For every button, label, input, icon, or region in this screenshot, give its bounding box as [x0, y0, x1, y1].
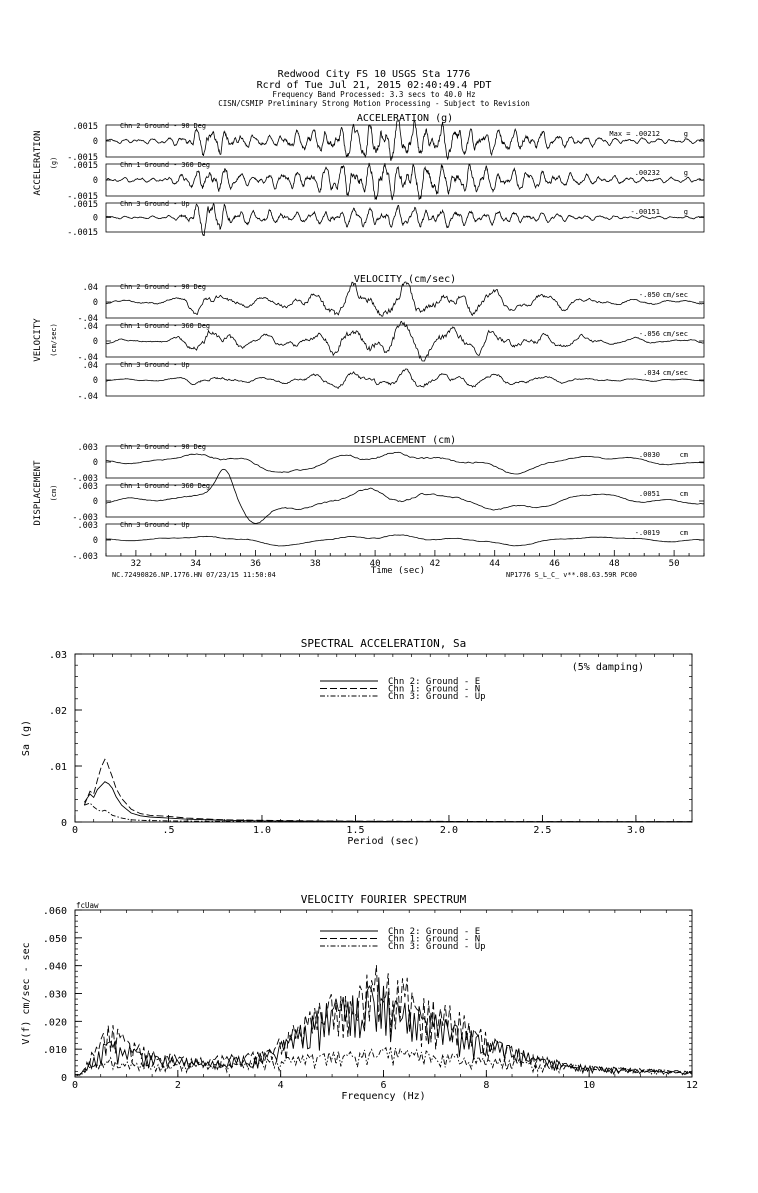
channel-label: Chn 1 Ground - 360 Deg [120, 161, 211, 169]
legend-entry: Chn 3: Ground - Up [388, 692, 486, 702]
station-title: Redwood City FS 10 USGS Sta 1776 [277, 69, 471, 80]
x-tick-label: 2 [174, 1080, 181, 1091]
channel-row-vel-3 [78, 361, 704, 402]
channel-label: Chn 3 Ground - Up [120, 361, 190, 369]
peak-value: .034 [643, 369, 660, 377]
time-axis-label: Time (sec) [370, 566, 426, 576]
x-tick-label: 2.0 [439, 825, 458, 836]
channel-label: Chn 1 Ground - 360 Deg [120, 482, 211, 490]
peak-unit: cm/sec [662, 369, 688, 377]
y-tick-label: .03 [48, 650, 67, 661]
peak-value: .0051 [638, 490, 660, 498]
peak-value: -.0019 [634, 529, 660, 537]
series-line-2 [84, 759, 692, 821]
time-tick-label: 50 [668, 559, 680, 569]
time-tick-label: 32 [130, 559, 142, 569]
spectral-acceleration-chart [21, 637, 692, 847]
channel-label: Chn 3 Ground - Up [120, 200, 190, 208]
y-tick-label: .01 [48, 762, 67, 773]
x-tick-label: .5 [162, 825, 175, 836]
y-tick-label: .02 [48, 706, 67, 717]
peak-value: -.056 [638, 330, 660, 338]
tick-label-top: .0015 [72, 122, 98, 132]
trace-line [106, 204, 704, 236]
tick-label-zero: 0 [92, 376, 98, 386]
tick-label-top: .0015 [72, 161, 98, 171]
panel-vel [33, 274, 704, 402]
channel-row-vel-1 [78, 282, 704, 324]
channel-row-dis-3 [72, 521, 704, 562]
chart-title: SPECTRAL ACCELERATION, Sa [300, 637, 467, 650]
x-tick-label: 12 [685, 1080, 699, 1091]
time-tick-label: 40 [369, 559, 381, 569]
x-tick-label: 2.5 [533, 825, 552, 836]
side-label-vel: VELOCITY [33, 318, 43, 362]
report-header [218, 69, 530, 108]
legend-entry: Chn 1: Ground - N [388, 934, 481, 945]
tick-label-top: .04 [82, 361, 98, 371]
panel-title-dis: DISPLACEMENT (cm) [353, 435, 457, 446]
tick-label-top: .003 [77, 521, 98, 531]
channel-label: Chn 2 Ground - 90 Deg [120, 122, 206, 130]
y-tick-label: 0 [60, 1073, 67, 1084]
channel-row-acc-3 [67, 200, 704, 238]
panel-dis [33, 435, 704, 562]
tick-label-top: .04 [82, 283, 98, 293]
y-axis-label: Sa (g) [21, 719, 32, 757]
time-tick-label: 44 [489, 559, 501, 569]
tick-label-zero: 0 [92, 497, 98, 507]
tick-label-bottom: -.0015 [67, 192, 98, 202]
velocity-fourier-spectrum-chart [21, 893, 698, 1102]
y-tick-label: .010 [42, 1045, 67, 1057]
tick-label-bottom: -.003 [72, 552, 98, 562]
panel-acc [33, 113, 704, 238]
side-label-dis: DISPLACEMENT [33, 460, 43, 526]
processing-id: NP1776 S_L_C_ v**.08.63.59R PC00 [506, 571, 637, 579]
tick-label-bottom: -.04 [77, 392, 98, 402]
time-tick-label: 36 [250, 559, 261, 569]
peak-unit: cm [679, 529, 688, 537]
channel-row-vel-2 [78, 321, 704, 363]
x-tick-label: 10 [583, 1080, 596, 1091]
x-axis-label: Period (sec) [347, 836, 420, 847]
panel-title-acc: ACCELERATION (g) [356, 113, 454, 124]
time-series-section [33, 113, 704, 576]
legend-entry: Chn 2: Ground - E [388, 677, 481, 687]
peak-value: Max = .00212 [609, 130, 660, 138]
peak-unit: cm [679, 490, 688, 498]
peak-unit: g [683, 169, 688, 177]
y-tick-label: 0 [60, 818, 67, 829]
channel-row-acc-2 [67, 161, 704, 202]
channel-row-acc-1 [67, 121, 704, 163]
channel-label: Chn 2 Ground - 90 Deg [120, 443, 206, 451]
peak-value: .00232 [634, 169, 660, 177]
plot-frame [75, 654, 692, 822]
time-tick-label: 48 [608, 559, 620, 569]
series-line-3 [84, 803, 692, 822]
x-tick-label: 4 [277, 1080, 284, 1091]
tick-label-top: .003 [77, 482, 98, 492]
tick-label-top: .0015 [72, 200, 98, 210]
channel-row-dis-1 [72, 443, 704, 484]
peak-unit: g [683, 130, 688, 138]
tick-label-bottom: -.04 [77, 353, 98, 363]
channel-frame [106, 364, 704, 396]
channel-label: Chn 1 Ground - 360 Deg [120, 322, 211, 330]
time-tick-label: 46 [549, 559, 560, 569]
peak-unit: g [683, 208, 688, 216]
y-tick-label: .040 [42, 961, 67, 973]
record-time: Rcrd of Tue Jul 21, 2015 02:40:49.4 PDT [256, 80, 492, 91]
x-tick-label: 1.5 [346, 825, 365, 836]
processing-note: CISN/CSMIP Preliminary Strong Motion Processing - Subject to Revision [218, 99, 530, 108]
side-label-acc: ACCELERATION [33, 130, 43, 196]
y-tick-label: .030 [42, 989, 67, 1001]
x-axis-label: Frequency (Hz) [341, 1091, 426, 1102]
tick-label-top: .04 [82, 322, 98, 332]
y-tick-label: .020 [42, 1017, 67, 1029]
time-tick-label: 38 [309, 559, 321, 569]
peak-value: -.050 [638, 291, 660, 299]
tick-label-zero: 0 [92, 337, 98, 347]
series-line-1 [75, 977, 692, 1075]
legend-entry: Chn 1: Ground - N [388, 684, 481, 695]
trace-line [106, 469, 704, 523]
y-tick-label: .050 [42, 933, 67, 945]
tick-label-top: .003 [77, 443, 98, 453]
tick-label-bottom: -.003 [72, 474, 98, 484]
tick-label-zero: 0 [92, 213, 98, 224]
side-unit-vel: (cm/sec) [50, 323, 58, 357]
tick-label-zero: 0 [92, 176, 98, 186]
legend-entry: Chn 3: Ground - Up [388, 942, 486, 952]
x-tick-label: 0 [71, 825, 79, 836]
frequency-band: Frequency Band Processed: 3.3 secs to 40.0 Hz [272, 90, 476, 99]
chart-title: VELOCITY FOURIER SPECTRUM [300, 893, 467, 906]
tick-label-bottom: -.003 [72, 513, 98, 523]
legend-entry: Chn 2: Ground - E [388, 927, 481, 937]
y-tick-label: .060 [42, 906, 67, 917]
peak-value: .0030 [638, 451, 660, 459]
series-line-2 [75, 965, 692, 1075]
side-unit-dis: (cm) [50, 484, 58, 502]
tick-label-bottom: -.0015 [67, 228, 98, 238]
side-unit-acc: (g) [50, 156, 58, 170]
damping-annotation: (5% damping) [571, 662, 644, 673]
channel-row-dis-2 [72, 469, 704, 523]
tick-label-zero: 0 [92, 298, 98, 308]
tick-label-bottom: -.0015 [67, 153, 98, 163]
trace-line [106, 452, 704, 474]
x-tick-label: 8 [483, 1080, 490, 1091]
channel-label: Chn 3 Ground - Up [120, 521, 190, 529]
x-tick-label: 1.0 [252, 825, 272, 836]
x-tick-label: 6 [380, 1080, 387, 1091]
time-tick-label: 42 [429, 559, 441, 569]
channel-label: Chn 2 Ground - 90 Deg [120, 283, 206, 291]
peak-value: -.00151 [630, 208, 660, 216]
series-line-1 [84, 782, 692, 822]
tick-label-zero: 0 [92, 458, 98, 468]
corner-label: fcUaw [76, 901, 99, 910]
x-tick-label: 0 [71, 1080, 79, 1091]
x-tick-label: 3.0 [626, 825, 645, 836]
peak-unit: cm/sec [662, 330, 688, 338]
record-id: NC.72490826.NP.1776.HN 07/23/15 11:50:04 [112, 571, 276, 579]
trace-line [106, 369, 704, 389]
panel-title-vel: VELOCITY (cm/sec) [353, 274, 457, 285]
tick-label-zero: 0 [92, 137, 98, 147]
tick-label-bottom: -.04 [77, 314, 98, 324]
time-tick-label: 34 [190, 559, 202, 569]
tick-label-zero: 0 [92, 536, 98, 546]
peak-unit: cm/sec [662, 291, 688, 299]
peak-unit: cm [679, 451, 688, 459]
trace-line [106, 535, 704, 546]
y-axis-label: V(f) cm/sec - sec [21, 942, 32, 1045]
